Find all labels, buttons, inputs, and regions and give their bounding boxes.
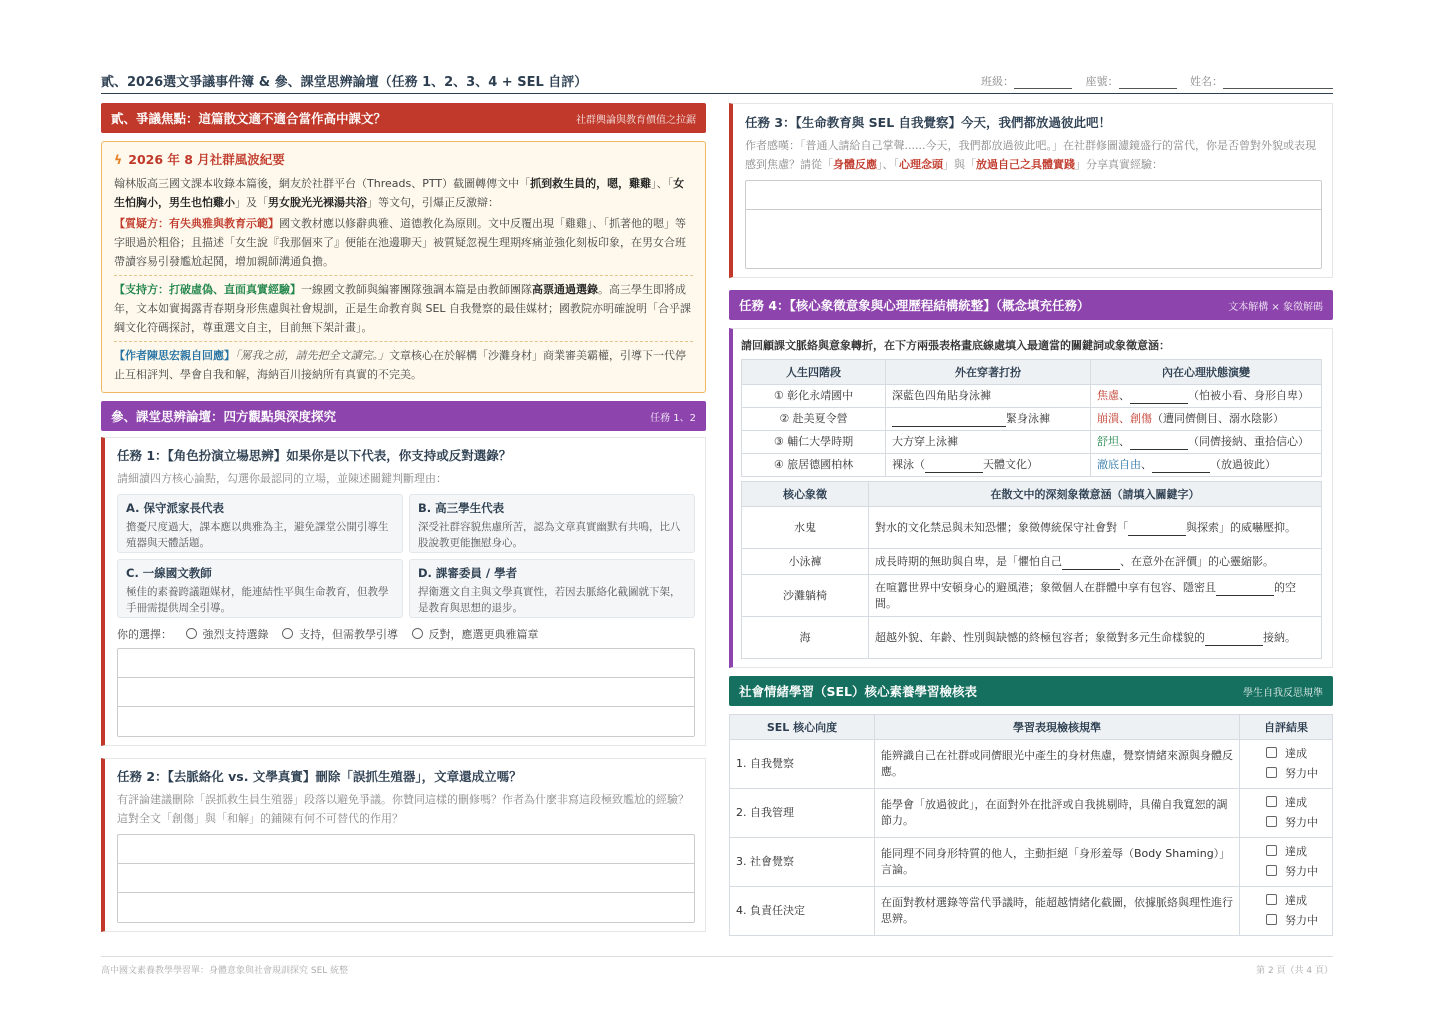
section3-subtitle: 任務 1、2 [650,412,696,424]
task1-title: 任務 1：【角色扮演立場思辨】如果你是以下代表，你支持或反對選錄？ [117,448,512,463]
questioner-label: 【質疑方：有失典雅與教育示範】 [114,217,279,230]
self-eval-cell [1240,838,1333,887]
supporter-view [114,280,693,337]
answer-line[interactable] [118,649,694,678]
sel-table [729,714,1333,936]
fill-blank[interactable] [1128,524,1186,536]
section3-title: 參、課堂思辨論壇：四方觀點與深度探究 [111,409,337,424]
table-row [730,838,1333,887]
eval-option[interactable] [1266,793,1326,813]
answer-line[interactable] [118,864,694,893]
table-header-row [742,360,1322,385]
checkbox-icon[interactable] [1266,767,1277,778]
task4-subtitle: 文本解構 × 象徵解碼 [1228,301,1323,313]
table-header-row [730,715,1333,740]
checkbox-icon[interactable] [1266,747,1277,758]
self-eval-cell [1240,789,1333,838]
keyword: 崩潰 [1097,412,1119,425]
eval-option[interactable] [1266,744,1326,764]
task2-card [101,758,706,932]
table-row [730,887,1333,936]
meaning-text: 、在意外在評價」的心靈縮影。 [1120,554,1274,568]
fill-blank[interactable] [1216,584,1274,596]
fill-blank[interactable] [1130,392,1188,404]
choice-label: 你的選擇： [117,628,172,641]
table-row [742,408,1322,431]
role-card [409,559,695,618]
fill-blank[interactable] [1152,461,1210,473]
incident-summary [114,174,693,212]
seat-label: 座號： [1085,75,1119,88]
eval-option[interactable] [1266,862,1326,882]
task3-text: 」與「 [943,158,976,171]
role-card [409,494,695,553]
eval-option[interactable] [1266,911,1326,931]
eval-option[interactable] [1266,842,1326,862]
answer-line[interactable] [746,210,1321,268]
inner-cell: 澈底自由、 （放過彼此） [1091,454,1322,477]
meaning-cell [869,549,1322,575]
choice-text: 強烈支持選錄 [202,628,269,641]
footer-left: 高中國文素養教學學習單：身體意象與社會規訓探究 SEL 統整 [101,966,349,976]
sel-dimension: 1. 自我覺察 [730,740,875,789]
task2-desc: 有評論建議刪除「誤抓救生員生殖器」段落以避免爭議。你贊同這樣的刪修嗎？作者為什麼非寫這段極致尷尬的經驗？這對全文「創傷」與「和解」的鋪陳有何不可替代的作用？ [117,793,689,825]
meaning-cell [869,617,1322,659]
document-title: 貳、2026選文爭議事件簿 & 參、課堂思辨論壇（任務 1、2、3、4 + SEL 自評） [101,75,588,90]
fill-blank[interactable] [892,415,1006,427]
outer-text: 天體文化） [983,458,1038,471]
task3-title: 任務 3：【生命教育與 SEL 自我覺察】今天，我們都放過彼此吧！ [745,115,1112,130]
sel-bar [729,676,1333,706]
meaning-text: 在喧囂世界中安頓身心的避風港；象徵個人在群體中享有包容、隱密且 [875,580,1216,594]
supporter-label: 【支持方：打破虛偽、直面真實經驗】 [114,283,301,296]
keyword: 舒坦 [1097,435,1119,448]
author-quote: 「罵我之前，請先把全文讀完。」 [235,349,389,362]
summary-text: 」、「 [651,177,674,190]
symbol-cell: 水鬼 [742,507,869,549]
eval-text: 努力中 [1285,914,1318,927]
task4-intro: 請回顧課文脈絡與意象轉折，在下方兩張表格畫底線處填入最適當的關鍵詞或象徵意涵： [741,339,1170,352]
role-desc: 捍衛選文自主與文學真實性，若因去脈絡化截圖就下架，是教育與思想的退步。 [418,586,681,614]
inner-cell: 舒坦、 （同儕接納、重拾信心） [1091,431,1322,454]
answer-line[interactable] [118,835,694,864]
outer-text: 緊身泳褲 [1006,412,1050,425]
eval-text: 達成 [1285,796,1307,809]
table-header-row [742,482,1322,507]
radio-icon[interactable] [282,628,293,639]
self-eval-cell [1240,740,1333,789]
stage-cell: ① 彰化永靖國中 [742,385,886,408]
outer-cell [886,408,1091,431]
section3-bar [101,401,706,431]
column-header: 核心象徵 [742,482,869,507]
eval-text: 達成 [1285,845,1307,858]
meaning-cell [869,507,1322,549]
inner-cell: 焦慮、 （怕被小看、身形自卑） [1091,385,1322,408]
role-grid [117,494,695,618]
questioner-view [114,214,693,271]
sel-criterion: 能辨識自己在社群或同儕眼光中產生的身材焦慮，覺察情緒來源與身體反應。 [875,740,1240,789]
incident-box [101,141,706,393]
meaning-text: 的空間。 [875,580,1296,610]
checkbox-icon[interactable] [1266,914,1277,925]
quote-2: 女生怕胸小，男生也怕雞小 [114,177,685,209]
stage-cell: ④ 旅居德國柏林 [742,454,886,477]
symbol-table [741,481,1322,659]
eval-option[interactable] [1266,764,1326,784]
task3-card [729,103,1333,278]
checkbox-icon[interactable] [1266,865,1277,876]
radio-icon[interactable] [412,628,423,639]
task3-desc [745,136,1322,174]
choice-option[interactable] [186,628,269,641]
task2-answer-area[interactable] [117,834,695,923]
summary-text: 」及「 [235,196,268,209]
inner-text: （同儕接納、重拾信心） [1188,435,1309,448]
table-row [742,454,1322,477]
sel-subtitle: 學生自我反思規準 [1243,687,1323,699]
role-name: A. 保守派家長代表 [126,501,224,515]
outer-cell [886,454,1091,477]
author-label: 【作者陳思宏親自回應】 [114,349,235,362]
answer-line[interactable] [746,181,1321,210]
sel-dimension: 4. 負責任決定 [730,887,875,936]
outer-cell: 深藍色四角貼身泳褲 [886,385,1091,408]
author-text: 文章核心在於解構「沙灘身材」商業審美霸權，引導下一代停止互相評判、學會自我和解，海納百川接納所有真實的不完美。 [114,349,686,381]
inner-text: （怕被小看、身形自卑） [1188,389,1309,402]
column-header: 自評結果 [1240,715,1333,740]
keyword: 澈底自由 [1097,458,1141,471]
summary-text: 翰林版高三國文課本收錄本篇後，網友於社群平台（Threads、PTT）截圖轉傳文中「 [114,177,531,190]
role-desc: 極佳的素養跨議題媒材，能連結性平與生命教育，但教學手冊需提供周全引導。 [126,586,389,614]
stance-choice [117,626,695,642]
author-view [114,346,693,384]
role-name: C. 一線國文教師 [126,566,212,580]
answer-line[interactable] [118,678,694,707]
name-label: 姓名： [1190,75,1223,88]
table-row [730,789,1333,838]
symbol-cell: 小泳褲 [742,549,869,575]
table-row [742,617,1322,659]
sel-criterion: 能同理不同身形特質的他人，主動拒絕「身形羞辱（Body Shaming）」言論。 [875,838,1240,887]
supporter-text: 一線國文教師與編審團隊強調本篇是由教師團隊 [301,283,532,296]
keyword: 創傷 [1130,412,1152,425]
task3-answer-area[interactable] [745,180,1322,269]
left-column [101,103,706,932]
choice-text: 支持，但需教學引導 [299,628,398,641]
sel-title: 社會情緒學習（SEL）核心素養學習檢核表 [739,684,978,699]
eval-text: 達成 [1285,894,1307,907]
seat-field[interactable] [1119,77,1177,89]
task4-card [729,328,1333,668]
class-label: 班級： [981,75,1014,88]
eval-option[interactable] [1266,891,1326,911]
task4-title: 任務 4：【核心象徵意象與心理歷程結構統整】（概念填充任務） [739,298,1090,313]
choice-option[interactable] [282,628,398,641]
task2-title: 任務 2：【去脈絡化 vs. 文學真實】刪除「誤抓生殖器」，文章還成立嗎？ [117,769,522,784]
supporter-emphasis: 高票通過選錄 [532,283,598,296]
eval-text: 努力中 [1285,816,1318,829]
page-number: 第 2 頁（共 4 頁） [1256,966,1333,976]
column-header: 外在穿著打扮 [886,360,1091,385]
keyword: 心理念頭 [899,158,943,171]
inner-text: （放過彼此） [1210,458,1276,471]
divider [114,275,693,276]
role-desc: 深受社群容貌焦慮所苦，認為文章真實幽默有共鳴，比八股說教更能撫慰身心。 [418,521,681,549]
self-eval-cell [1240,887,1333,936]
fill-blank[interactable] [1130,438,1188,450]
sel-criterion: 能學會「放過彼此」，在面對外在批評或自我挑剔時，具備自我寬恕的調節力。 [875,789,1240,838]
role-desc: 擔憂尺度過大，課本應以典雅為主，避免課堂公開引導生殖器與天體話題。 [126,521,389,549]
eval-text: 努力中 [1285,767,1318,780]
summary-text: 」等文句，引爆正反激辯： [367,196,499,209]
questioner-text: 國文教材應以修辭典雅、道德教化為原則。文中反覆出現「雞雞」、「抓著他的嗯」等字眼過於粗俗；且描述「女生說『我那個來了』便能在池邊聊天」被質疑忽視生理期疼痛並強化刻板印象，在男女合班帶讀容易引發尷尬起鬨，增加親師溝通負擔。 [114,217,686,268]
checkbox-icon[interactable] [1266,894,1277,905]
section2-bar [101,103,706,133]
name-field[interactable] [1223,77,1333,89]
checkbox-icon[interactable] [1266,845,1277,856]
sel-criterion: 在面對教材選錄等當代爭議時，能超越情緒化截圖，依據脈絡與理性進行思辨。 [875,887,1240,936]
task1-answer-area[interactable] [117,648,695,737]
outer-cell: 大方穿上泳褲 [886,431,1091,454]
meaning-text: 超越外貌、年齡、性別與缺憾的終極包容者；象徵對多元生命樣貌的 [875,630,1205,644]
keyword: 焦慮 [1097,389,1119,402]
stage-cell: ② 赴美夏令營 [742,408,886,431]
keyword: 身體反應 [833,158,877,171]
meaning-text: 接納。 [1263,630,1296,644]
inner-cell: 崩潰、創傷（遭同儕側目、溺水陰影） [1091,408,1322,431]
checkbox-icon[interactable] [1266,816,1277,827]
answer-line[interactable] [118,893,694,922]
choice-text: 反對，應選更典雅篇章 [428,628,539,641]
student-info [981,73,1333,89]
column-header: 內在心理狀態演變 [1091,360,1322,385]
page-footer [101,956,1333,976]
table-row [742,575,1322,617]
fill-blank[interactable] [925,461,983,473]
column-header: 在散文中的深刻象徵意涵（請填入關鍵字） [869,482,1322,507]
role-card [117,559,403,618]
table-row [742,431,1322,454]
stage-cell: ③ 輔仁大學時期 [742,431,886,454]
role-name: B. 高三學生代表 [418,501,505,515]
meaning-text: 對水的文化禁忌與未知恐懼；象徵傳統保守社會對「 [875,520,1128,534]
inner-text: （遭同儕側目、溺水陰影） [1152,412,1284,425]
outer-text: 裸泳（ [892,458,925,471]
table-row [742,385,1322,408]
symbol-cell: 海 [742,617,869,659]
column-header: 人生四階段 [742,360,886,385]
right-column [729,103,1333,936]
sel-dimension: 3. 社會覺察 [730,838,875,887]
symbol-cell: 沙灘躺椅 [742,575,869,617]
task3-text: 作者感嘆：「普通人請給自己掌聲......今天，我們都放過彼此吧。」在社群修圖濾鏡盛行的當代，你是否曾對外貌或表現感到焦慮？請從「 [745,139,1316,171]
life-stage-table [741,359,1322,477]
divider [114,341,693,342]
table-row [742,549,1322,575]
task3-text: 」分享真實經驗： [1075,158,1163,171]
checkbox-icon[interactable] [1266,796,1277,807]
role-card [117,494,403,553]
keyword: 放過自己之具體實踐 [976,158,1075,171]
answer-line[interactable] [118,707,694,736]
supporter-text: 。高三學生即將成年，文本如實揭露青春期身形焦慮與社會規訓，正是生命教育與 SEL 自我覺察的最佳媒材；國教院亦明確說明「合乎課綱文化符碼探討，尊重選文自主，目前無下架計畫」。 [114,283,692,334]
fill-blank[interactable] [1062,558,1120,570]
meaning-text: 成長時期的無助與自卑，是「懼怕自己 [875,554,1062,568]
incident-title [114,150,693,168]
eval-text: 努力中 [1285,865,1318,878]
task1-desc: 請細讀四方核心論點，勾選你最認同的立場，並陳述關鍵判斷理由： [117,472,447,485]
task4-bar [729,290,1333,320]
table-row [730,740,1333,789]
incident-title-text: 2026 年 8 月社群風波紀要 [128,152,285,167]
task1-card [101,437,706,746]
quote-3: 男女脫光光裸湯共浴 [268,196,367,209]
radio-icon[interactable] [186,628,197,639]
table-row [742,507,1322,549]
document-header [101,68,1333,94]
quote-1: 抓到救生員的，嗯，雞雞 [530,177,652,190]
eval-text: 達成 [1285,747,1307,760]
column-header: SEL 核心向度 [730,715,875,740]
section2-title: 貳、爭議焦點：這篇散文適不適合當作高中課文？ [111,111,387,126]
meaning-text: 與探索」的威嚇壓抑。 [1186,520,1296,534]
section2-subtitle: 社群輿論與教育價值之拉鋸 [576,114,696,126]
task3-text: 」、「 [877,158,899,171]
role-name: D. 課審委員 / 學者 [418,566,518,580]
column-header: 學習表現檢核規準 [875,715,1240,740]
sel-dimension: 2. 自我管理 [730,789,875,838]
choice-option[interactable] [412,628,539,641]
class-field[interactable] [1014,77,1072,89]
meaning-cell [869,575,1322,617]
eval-option[interactable] [1266,813,1326,833]
lightning-icon: ϟ [114,152,123,167]
fill-blank[interactable] [1205,634,1263,646]
